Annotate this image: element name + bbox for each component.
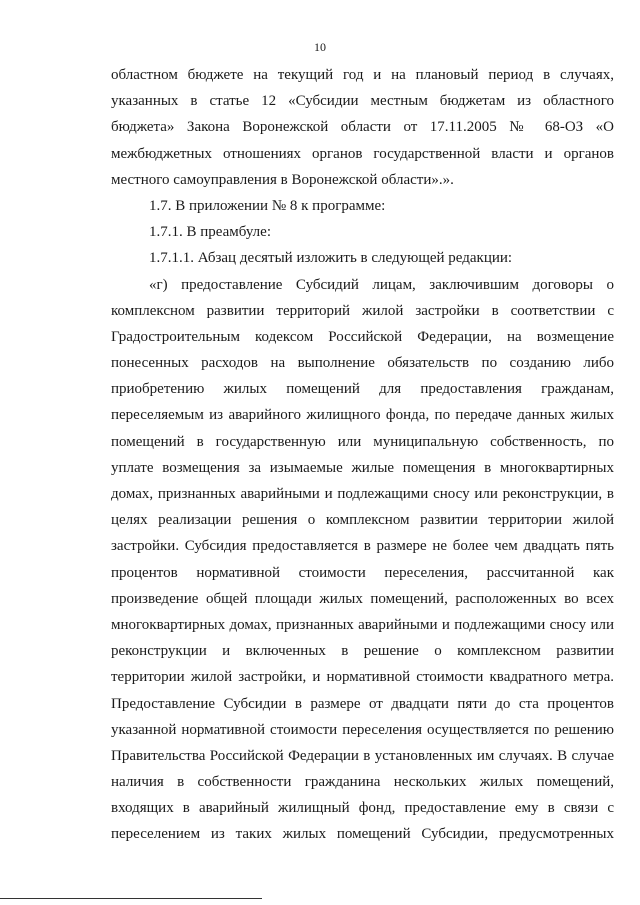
text-line: Правительства Российской Федерации в установленных им случаях. В случае: [111, 747, 614, 764]
text-line: помещений в государственную или муниципальную собственность, по: [111, 433, 614, 450]
text-line: понесенных расходов на выполнение обязательств по созданию либо: [111, 355, 614, 372]
text-line: приобретению жилых помещений для предоставления гражданам,: [111, 381, 614, 398]
text-line: межбюджетных отношениях органов государственной власти и органов: [111, 145, 614, 162]
text-line: бюджета» Закона Воронежской области от 17.11.2005 № 68-ОЗ «О: [111, 119, 614, 136]
text-line: местного самоуправления в Воронежской области».».: [111, 171, 454, 188]
text-line: многоквартирных домах, признанных аварийными и подлежащими сносу или: [111, 616, 614, 633]
text-line: домах, признанных аварийными и подлежащими сносу или реконструкции, в: [111, 486, 614, 502]
text-line: 1.7.1.1. Абзац десятый изложить в следующей редакции:: [149, 250, 513, 267]
text-line: Предоставление Субсидии в размере от двадцати пяти до ста процентов: [111, 695, 614, 712]
text-line: застройки. Субсидия предоставляется в размере не более чем двадцать пять: [111, 538, 614, 555]
text-line: указанной нормативной стоимости переселения осуществляется по решению: [111, 721, 614, 738]
text-line: территории жилой застройки, и нормативной стоимости квадратного метра.: [111, 669, 614, 686]
text-line: 1.7. В приложении № 8 к программе:: [149, 197, 386, 214]
text-line: реконструкции и включенных в решение о комплексном развитии: [111, 643, 614, 660]
text-line: произведение общей площади жилых помещений, расположенных во всех: [111, 590, 614, 607]
text-line: «г) предоставление Субсидий лицам, заключившим договоры о: [149, 276, 614, 293]
text-line: процентов нормативной стоимости переселения, рассчитанной как: [111, 564, 614, 581]
text-line: Градостроительным кодексом Российской Федерации, на возмещение: [111, 328, 614, 345]
text-line: областном бюджете на текущий год и на плановый период в случаях,: [111, 67, 614, 83]
text-line: уплате возмещения за изымаемые жилые помещения в многоквартирных: [111, 459, 614, 476]
document-body: [111, 62, 614, 848]
text-line: целях реализации решения о комплексном развитии территории жилой: [111, 512, 614, 529]
footer-rule: [0, 898, 262, 899]
text-line: комплексном развитии территорий жилой застройки в соответствии с: [111, 302, 614, 319]
text-line: 1.7.1. В преамбуле:: [149, 224, 271, 241]
text-line: переселяемым из аварийного жилищного фонда, по передаче данных жилых: [111, 407, 614, 424]
text-line: указанных в статье 12 «Субсидии местным бюджетам из областного: [111, 93, 614, 110]
text-line: наличия в собственности гражданина нескольких жилых помещений,: [111, 774, 614, 791]
text-line: входящих в аварийный жилищный фонд, предоставление ему в связи с: [111, 800, 614, 817]
page-number: 10: [314, 40, 326, 54]
text-line: переселением из таких жилых помещений Субсидии, предусмотренных: [111, 826, 614, 843]
